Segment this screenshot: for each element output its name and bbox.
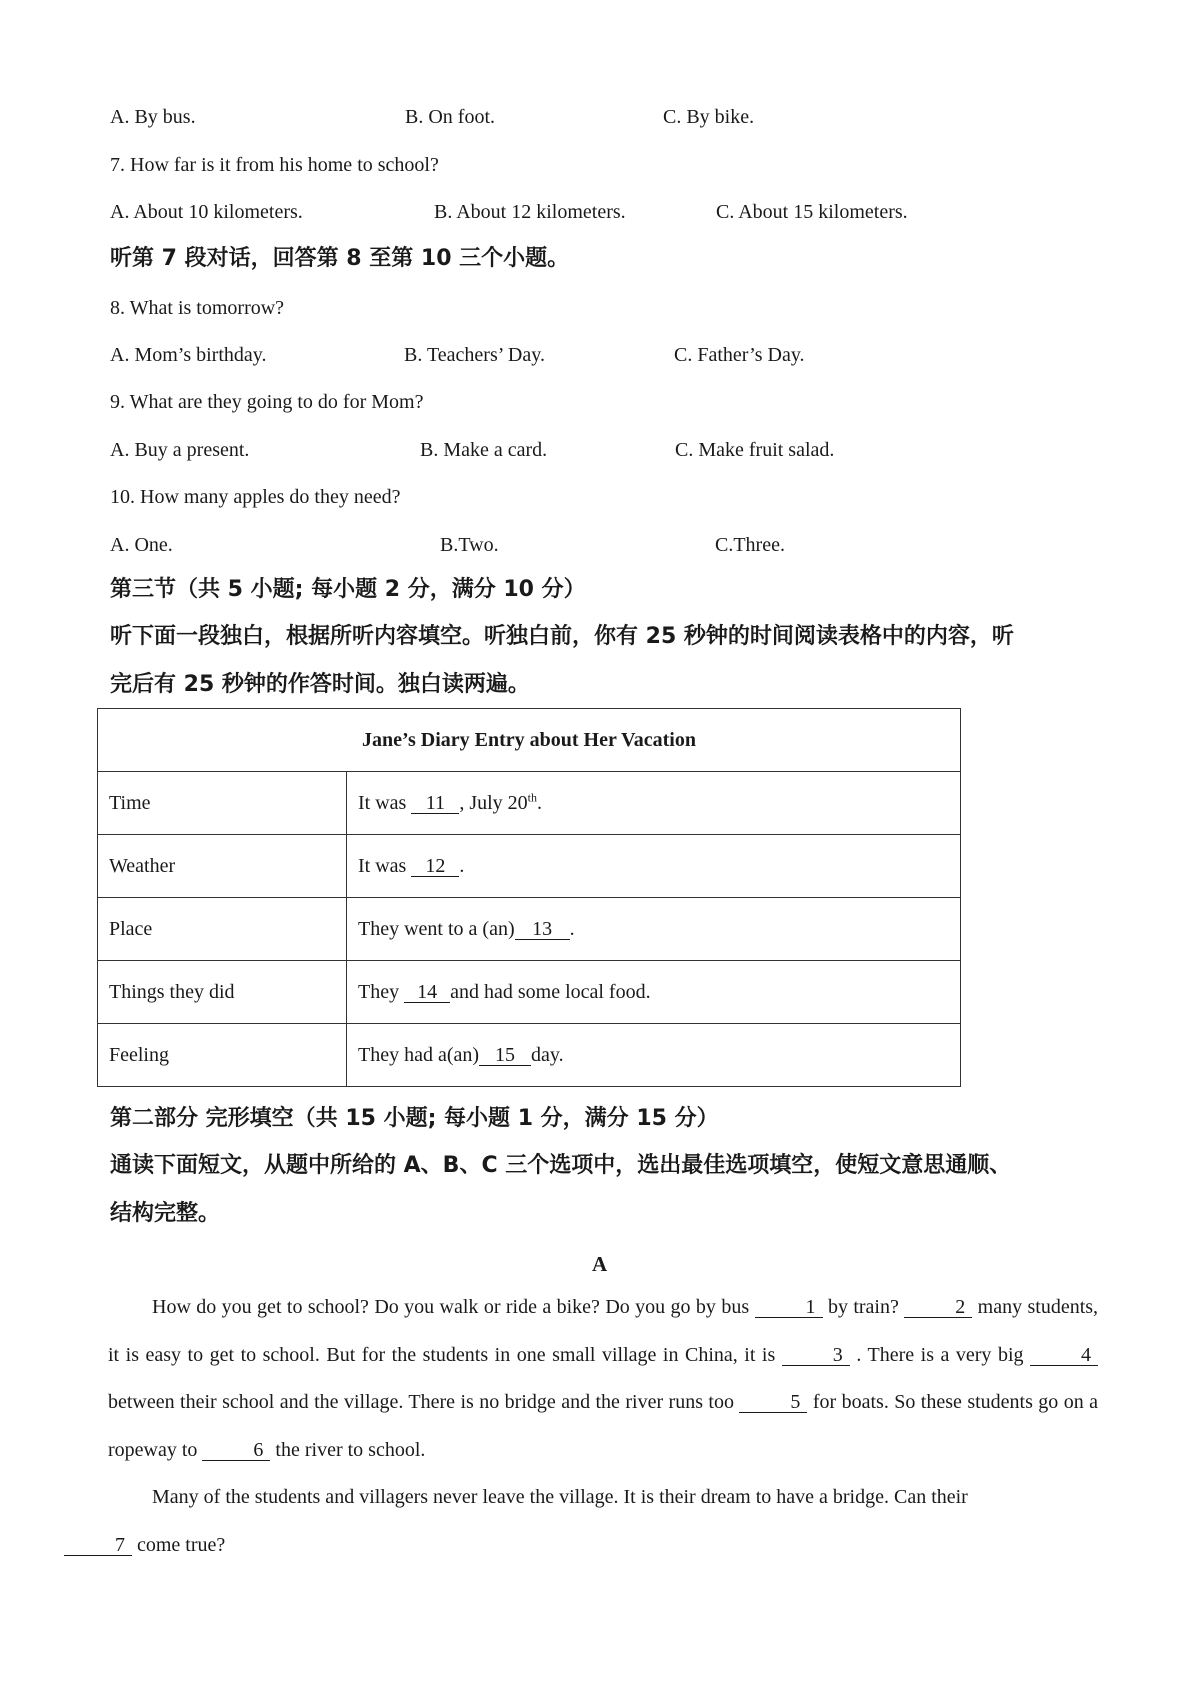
diary-text-pre: They bbox=[358, 980, 400, 1003]
diary-table bbox=[97, 708, 961, 1087]
passage-letter: A bbox=[592, 1252, 608, 1276]
diary-text-post: . bbox=[569, 917, 575, 940]
q8-option-a: A. Mom’s birthday. bbox=[110, 344, 267, 366]
cloze-blank-6[interactable]: 6 bbox=[202, 1440, 270, 1461]
section3-instructions-line2: 完后有 25 秒钟的作答时间。独白读两遍。 bbox=[110, 672, 530, 697]
passage-text: Many of the students and villagers never leave the village. It is their dream to have a bridge. Can their bbox=[152, 1486, 968, 1508]
answer-blank-12[interactable]: 12 bbox=[411, 856, 459, 877]
diary-text-pre: It was bbox=[358, 854, 407, 877]
passage-text: the river to school. bbox=[275, 1438, 426, 1461]
q9-option-b: B. Make a card. bbox=[420, 439, 548, 461]
q10-question: 10. How many apples do they need? bbox=[110, 486, 401, 508]
part2-title: 第二部分 完形填空（共 15 小题; 每小题 1 分，满分 15 分） bbox=[110, 1106, 719, 1131]
diary-row-label: Place bbox=[98, 898, 347, 961]
q8-option-c: C. Father’s Day. bbox=[674, 344, 805, 366]
diary-table-header-row bbox=[98, 709, 961, 772]
passage-text: between their school and the village. There is no bridge and the river runs too bbox=[108, 1391, 734, 1413]
cloze-blank-1[interactable]: 1 bbox=[755, 1297, 823, 1318]
q10-option-a: A. One. bbox=[110, 534, 173, 556]
diary-row-content bbox=[347, 772, 961, 835]
passage-text: for boats. So these students go on a ropeway to bbox=[108, 1391, 1099, 1461]
cloze-blank-7[interactable]: 7 bbox=[64, 1535, 132, 1556]
q9-option-c: C. Make fruit salad. bbox=[675, 439, 835, 461]
q7-option-a: A. About 10 kilometers. bbox=[110, 201, 303, 223]
diary-text-post: . bbox=[459, 854, 465, 877]
cloze-blank-4[interactable]: 4 bbox=[1030, 1345, 1098, 1366]
diary-row-label: Weather bbox=[98, 835, 347, 898]
diary-row-content bbox=[347, 898, 961, 961]
answer-blank-11[interactable]: 11 bbox=[411, 793, 459, 814]
q8-question: 8. What is tomorrow? bbox=[110, 297, 285, 319]
answer-blank-14[interactable]: 14 bbox=[404, 982, 450, 1003]
diary-row-place bbox=[98, 898, 961, 961]
diary-row-time bbox=[98, 772, 961, 835]
diary-row-label: Things they did bbox=[98, 961, 347, 1024]
diary-row-content bbox=[347, 835, 961, 898]
passage-text: by train? bbox=[827, 1296, 899, 1318]
diary-row-content bbox=[347, 1024, 961, 1087]
passage-text: come true? bbox=[137, 1533, 226, 1556]
passage-text: How do you get to school? Do you walk or ride a bike? Do you go by bus bbox=[152, 1296, 750, 1318]
part2-instructions-line1: 通读下面短文，从题中所给的 A、B、C 三个选项中，选出最佳选项填空，使短文意思通顺、 bbox=[110, 1153, 1012, 1178]
diary-table-title: Jane’s Diary Entry about Her Vacation bbox=[98, 709, 961, 772]
q9-question: 9. What are they going to do for Mom? bbox=[110, 391, 424, 413]
cloze-blank-2[interactable]: 2 bbox=[904, 1297, 972, 1318]
q10-option-c: C.Three. bbox=[715, 534, 785, 556]
section3-instructions-line1: 听下面一段独白，根据所听内容填空。听独白前，你有 25 秒钟的时间阅读表格中的内容，听 bbox=[110, 624, 1014, 649]
diary-row-label: Time bbox=[98, 772, 347, 835]
diary-text-pre: It was bbox=[358, 791, 407, 814]
passage-text: . There is a very big bbox=[856, 1343, 1024, 1366]
q7-question: 7. How far is it from his home to school? bbox=[110, 154, 439, 176]
diary-row-feeling bbox=[98, 1024, 961, 1087]
diary-row-things bbox=[98, 961, 961, 1024]
diary-text-post: day. bbox=[531, 1043, 564, 1066]
q7-option-b: B. About 12 kilometers. bbox=[434, 201, 626, 223]
part2-instructions-line2: 结构完整。 bbox=[110, 1201, 221, 1226]
diary-row-weather bbox=[98, 835, 961, 898]
q6-option-b: B. On foot. bbox=[405, 106, 495, 128]
diary-row-content bbox=[347, 961, 961, 1024]
diary-text-pre: They had a(an) bbox=[358, 1043, 480, 1066]
diary-text-pre: They went to a (an) bbox=[358, 917, 515, 940]
ordinal-suffix: th bbox=[527, 789, 538, 804]
q7-option-c: C. About 15 kilometers. bbox=[716, 201, 908, 223]
cloze-blank-3[interactable]: 3 bbox=[782, 1345, 850, 1366]
q6-option-a: A. By bus. bbox=[110, 106, 196, 128]
section3-title: 第三节（共 5 小题; 每小题 2 分，满分 10 分） bbox=[110, 577, 586, 602]
answer-blank-13[interactable]: 13 bbox=[515, 919, 570, 940]
passage-paragraph-1 bbox=[108, 1284, 1098, 1474]
q8-option-b: B. Teachers’ Day. bbox=[404, 344, 545, 366]
diary-text-post: , July 20 bbox=[459, 791, 528, 814]
diary-row-label: Feeling bbox=[98, 1024, 347, 1087]
diary-text-end: . bbox=[537, 791, 543, 814]
q9-option-a: A. Buy a present. bbox=[110, 439, 250, 461]
passage-text: many students, it is easy to get to school. But for the students in one small village in China, it is bbox=[108, 1296, 1099, 1366]
answer-blank-15[interactable]: 15 bbox=[479, 1045, 531, 1066]
passage-paragraph-2 bbox=[108, 1474, 1098, 1569]
diary-text-post: and had some local food. bbox=[450, 980, 651, 1003]
q10-option-b: B.Two. bbox=[440, 534, 499, 556]
q6-option-c: C. By bike. bbox=[663, 106, 755, 128]
dialog7-heading: 听第 7 段对话，回答第 8 至第 10 三个小题。 bbox=[110, 246, 570, 271]
cloze-blank-5[interactable]: 5 bbox=[739, 1392, 807, 1413]
